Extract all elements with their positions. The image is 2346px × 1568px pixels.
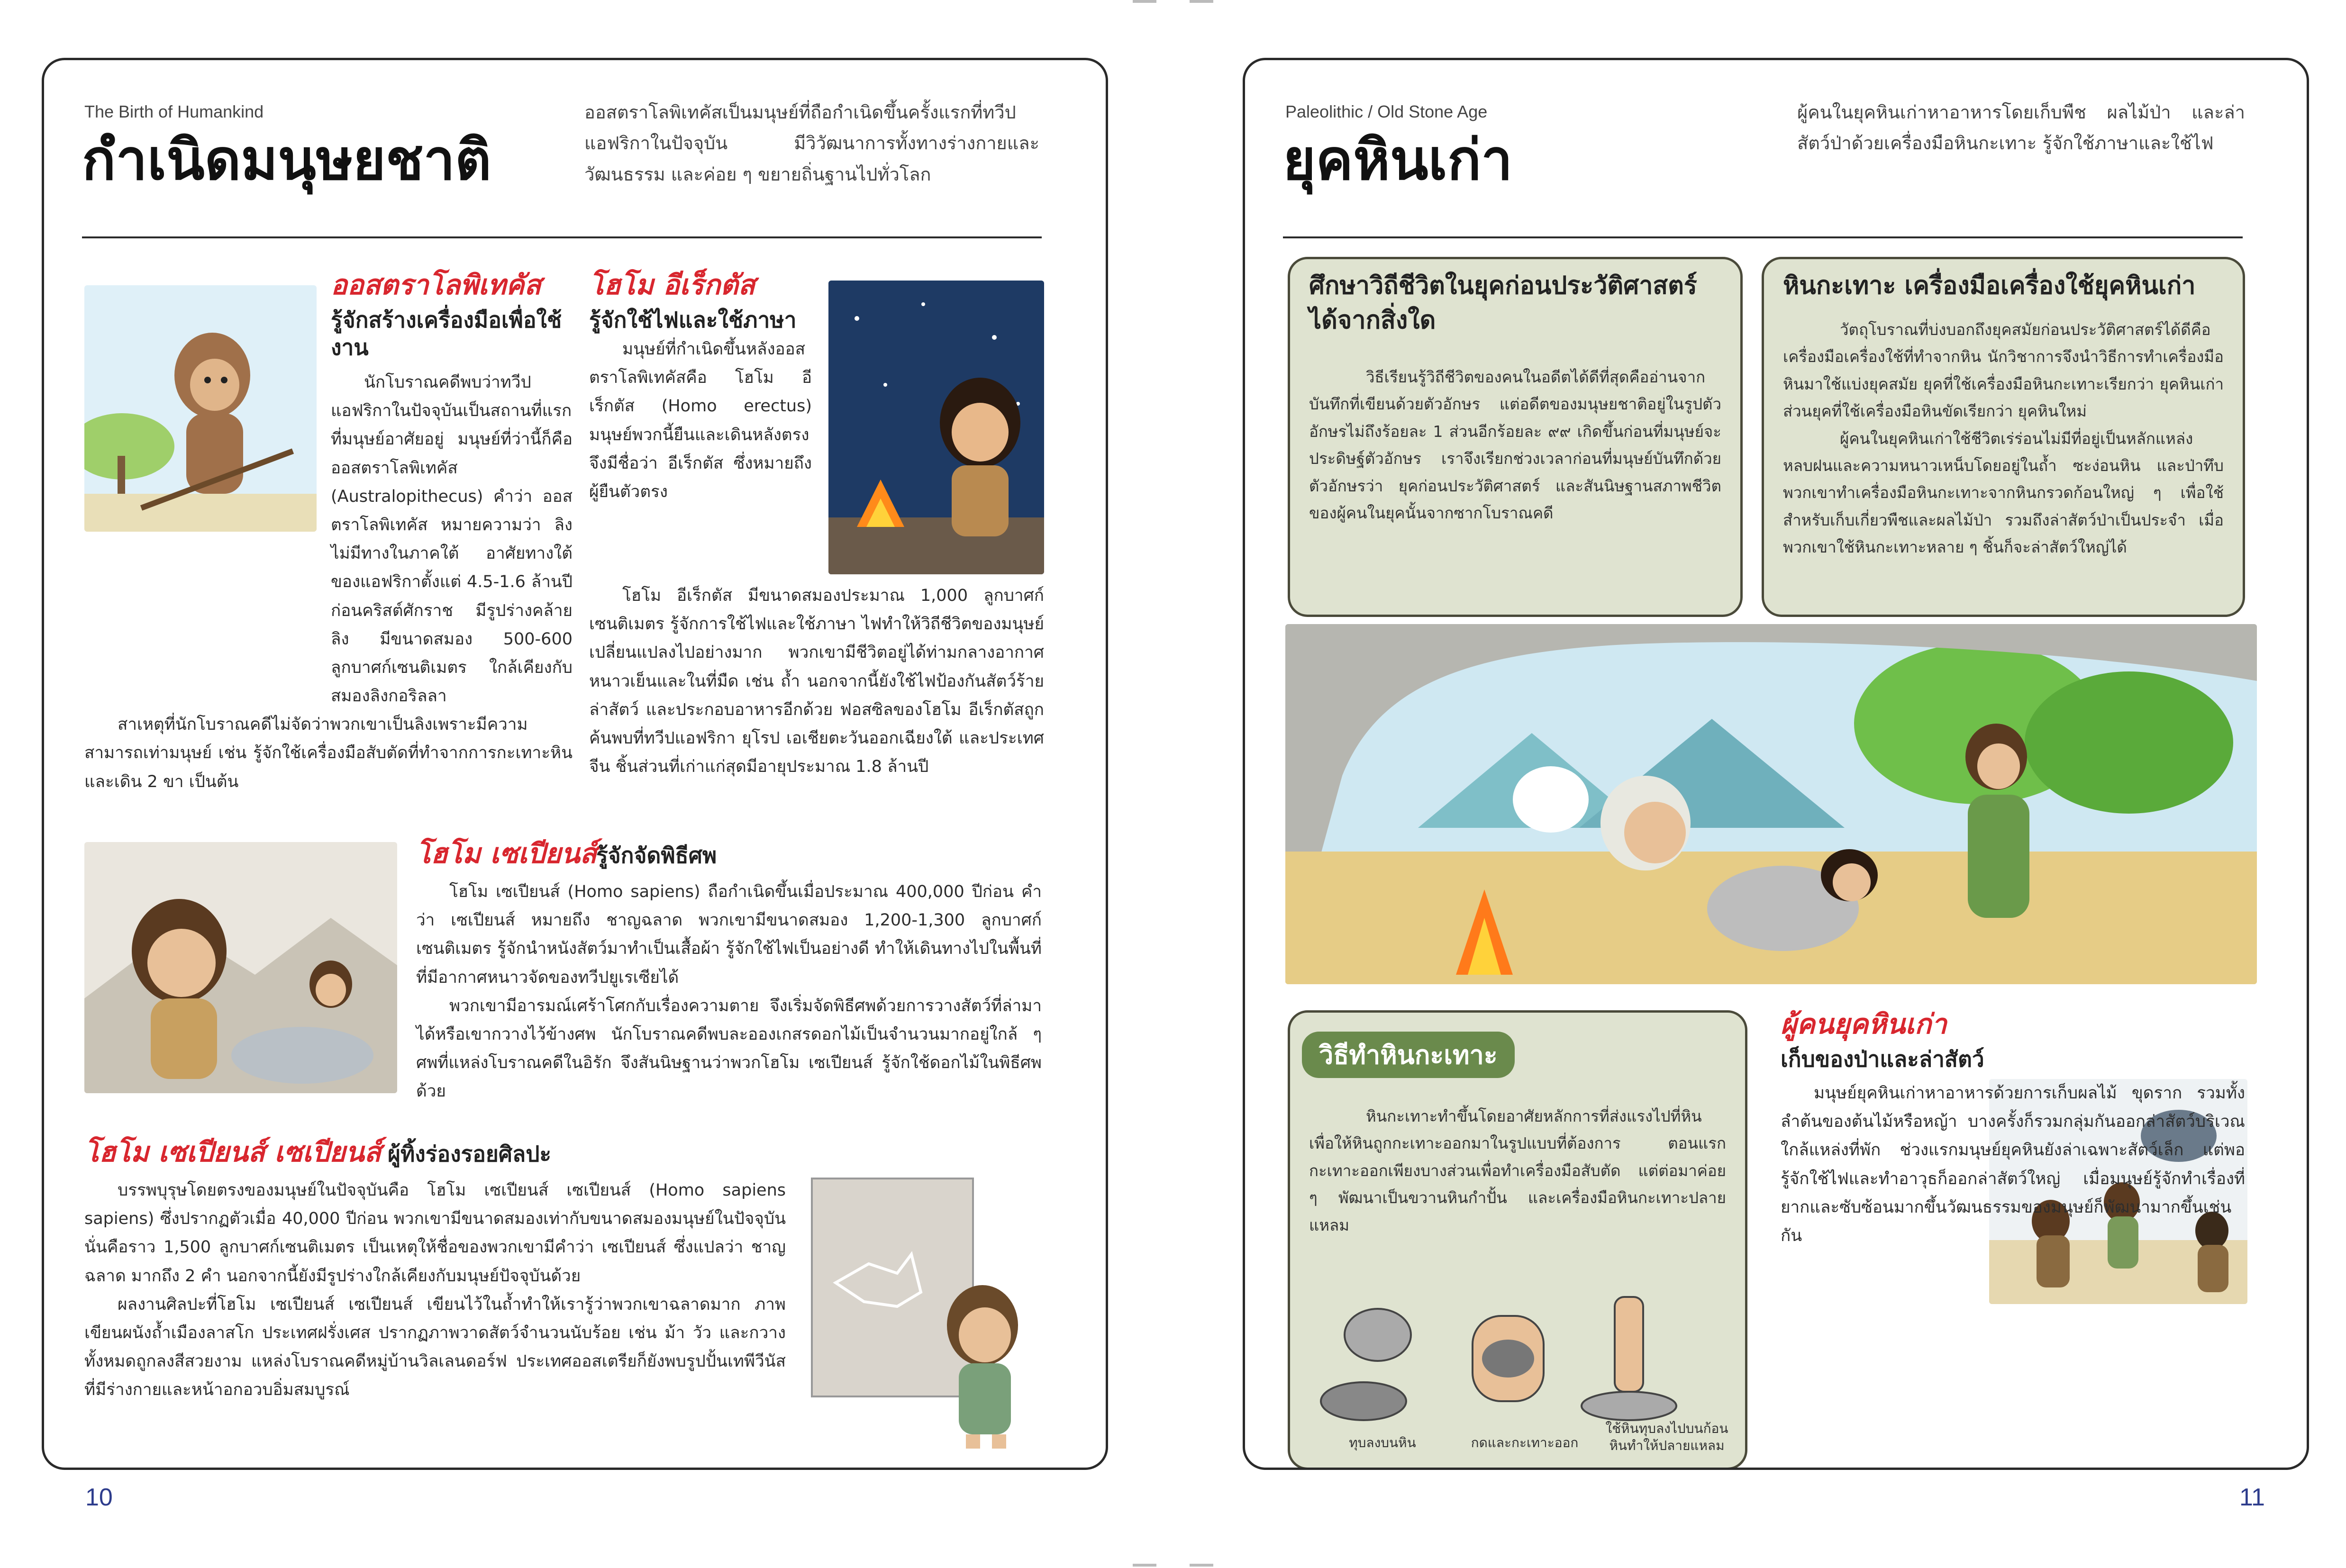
homo-erectus-text bbox=[589, 335, 1044, 506]
step-3-caption: ใช้หินทุบลงไปบนก้อนหินทำให้ปลายแหลม bbox=[1605, 1421, 1728, 1454]
homo-erectus-subheading: รู้จักใช้ไฟและใช้ภาษา bbox=[589, 307, 797, 333]
english-title: Paleolithic / Old Stone Age bbox=[1285, 102, 1488, 121]
australopithecus-heading: ออสตราโลพิเทคัส bbox=[331, 269, 541, 301]
study-prehistory-box bbox=[1288, 257, 1743, 617]
homo-sapiens-sapiens-p1: บรรพบุรุษโดยตรงของมนุษย์ในปัจจุบันคือ โฮโม เซเปียนส์ เซเปียนส์ (Homo sapiens sapiens) ซึ่งปรากฏตัวเมื่อ 40,000 ปีก่อน พวกเขามีขนาดสมองเท่ากับขนาดสมองมนุษย์ในปัจจุบัน นั่นคือราว 1,500 ลูกบาศก์เซนติเมตร เป็นเหตุให้ชื่อของพวกเขามีคำว่า เซเปียนส์ ซึ่งแปลว่า ชาญฉลาด มากถึง 2 คำ นอกจากนี้ยังมีรูปร่างใกล้เคียงกับมนุษย์ปัจจุบันด้วย bbox=[84, 1181, 786, 1286]
header-divider bbox=[1283, 236, 2243, 238]
page-title: กำเนิดมนุษยชาติ bbox=[82, 127, 491, 192]
homo-sapiens-sapiens-subheading: ผู้ทิ้งร่องรอยศิลปะ bbox=[388, 1141, 552, 1167]
homo-sapiens-p2: พวกเขามีอารมณ์เศร้าโศกกับเรื่องความตาย จึงเริ่มจัดพิธีศพด้วยการวางสัตว์ที่ล่ามาได้หรือเขากวางไว้ข้างศพ นักโบราณคดีพบละอองเกสรดอกไม้เป็นจำนวนมากอยู่ใกล้ ๆ ศพที่แหล่งโบราณคดีในอิรัก จึงสันนิษฐานว่าพวกโฮโม เซเปียนส์ รู้จักใช้ดอกไม้ในพิธีศพด้วย bbox=[416, 996, 1042, 1101]
homo-sapiens-sapiens-heading: โฮโม เซเปียนส์ เซเปียนส์ bbox=[84, 1136, 382, 1168]
crop-mark bbox=[1190, 0, 1213, 3]
paleolithic-people-heading: ผู้คนยุคหินเก่า bbox=[1781, 1008, 1947, 1040]
step-2-caption: กดและกะเทาะออก bbox=[1471, 1435, 1579, 1450]
left-page bbox=[42, 58, 1108, 1470]
homo-erectus-p1: มนุษย์ที่กำเนิดขึ้นหลังออสตราโลพิเทคัสคือ โฮโม อีเร็กตัส (Homo erectus) มนุษย์พวกนี้ยืนและเดินหลังตรงจึงมีชื่อว่า อีเร็กตัส ซึ่งหมายถึง ผู้ยืนตัวตรง bbox=[589, 340, 812, 501]
method-box-body bbox=[1309, 1103, 1726, 1239]
homo-sapiens-p1: โฮโม เซเปียนส์ (Homo sapiens) ถือกำเนิดขึ้นเมื่อประมาณ 400,000 ปีก่อน คำว่า เซเปียนส์ หมายถึง ชาญฉลาด พวกเขามีขนาดสมอง 1,200-1,300 ลูกบาศก์เซนติเมตร รู้จักนำหนังสัตว์มาทำเป็นเสื้อผ้า รู้จักใช้ไฟเป็นอย่างดี ทำให้เดินทางไปในพื้นที่ที่มีอากาศหนาวจัดของทวีปยูเรเซียได้ bbox=[416, 882, 1042, 987]
page-title: ยุคหินเก่า bbox=[1283, 127, 1513, 192]
crop-mark bbox=[1133, 0, 1156, 3]
right-page bbox=[1243, 58, 2309, 1470]
method-box-title: วิธีทำหินกะเทาะ bbox=[1302, 1032, 1515, 1078]
crop-mark bbox=[1133, 1564, 1156, 1567]
paleolithic-people-subheading: เก็บของป่าและล่าสัตว์ bbox=[1781, 1046, 1984, 1072]
page-intro: ผู้คนในยุคหินเก่าหาอาหารโดยเก็บพืช ผลไม้ป่า และล่าสัตว์ป่าด้วยเครื่องมือหินกะเทาะ รู้จักใช้ภาษาและใช้ไฟ bbox=[1797, 102, 2245, 154]
stone-tools-box bbox=[1762, 257, 2245, 617]
tools-box-body bbox=[1783, 316, 2224, 561]
homo-erectus-text-2 bbox=[589, 581, 1044, 781]
tools-box-p2: ผู้คนในยุคหินเก่าใช้ชีวิตเร่ร่อนไม่มีที่อยู่เป็นหลักแหล่ง หลบฝนและความหนาวเหน็บโดยอยู่ในถ้ำ ซะง่อนหิน และป่าทึบ พวกเขาทำเครื่องมือหินกะเทาะจากหินกรวดก้อนใหญ่ ๆ เพื่อใช้สำหรับเก็บเกี่ยวพืชและผลไม้ป่า รวมถึงล่าสัตว์ป่าเป็นประจำ เมื่อพวกเขาใช้หินกะเทาะหลาย ๆ ชิ้นก็จะล่าสัตว์ใหญ่ได้ bbox=[1783, 429, 2224, 557]
homo-sapiens-illustration bbox=[84, 842, 397, 1093]
homo-sapiens-sapiens-p2: ผลงานศิลปะที่โฮโม เซเปียนส์ เซเปียนส์ เขียนไว้ในถ้ำทำให้เรารู้ว่าพวกเขาฉลาดมาก ภาพเขียนผนังถ้ำเมืองลาสโก ประเทศฝรั่งเศส ปรากฏภาพวาดสัตว์จำนวนนับร้อย เช่น ม้า วัว และกวาง ทั้งหมดถูกลงสีสวยงาม แหล่งโบราณคดีหมู่บ้านวิลเลนดอร์ฟ ประเทศออสเตรียก็ยังพบรูปปั้นเทพีวีนัสที่มีร่างกายและหน้าอกอวบอิ่มสมบูรณ์ bbox=[84, 1295, 786, 1400]
how-to-make-stone-tools-box bbox=[1288, 1010, 1747, 1470]
crop-mark bbox=[1190, 1564, 1213, 1567]
step-1-caption: ทุบลงบนหิน bbox=[1349, 1435, 1416, 1450]
tools-box-title: หินกะเทาะ เครื่องมือเครื่องใช้ยุคหินเก่า bbox=[1783, 272, 2196, 300]
australopithecus-p2: สาเหตุที่นักโบราณคดีไม่จัดว่าพวกเขาเป็นลิงเพราะมีความสามารถเท่ามนุษย์ เช่น รู้จักใช้เครื่องมือสับตัดที่ทำจากการกะเทาะหิน และเดิน 2 ขา เป็นต้น bbox=[84, 715, 573, 791]
stone-knapping-steps-illustration bbox=[1307, 1278, 1733, 1430]
stone-age-cave-scene bbox=[1285, 624, 2257, 984]
australopithecus-p1: นักโบราณคดีพบว่าทวีปแอฟริกาในปัจจุบันเป็นสถานที่แรกที่มนุษย์อาศัยอยู่ มนุษย์ที่ว่านี้ก็คือ ออสตราโลพิเทคัส (Australopithecus) คำว่า ออสตราโลพิเทคัส หมายความว่า ลิงไม่มีทางในภาคใต้ อาศัยทางใต้ของแอฟริกาตั้งแต่ 4.5-1.6 ล้านปีก่อนคริสต์ศักราช มีรูปร่างคล้ายลิง มีขนาดสมอง 500-600 ลูกบาศก์เซนติเมตร ใกล้เคียงกับสมองลิงกอริลลา bbox=[331, 373, 573, 706]
homo-erectus-heading: โฮโม อีเร็กตัส bbox=[589, 269, 755, 301]
homo-erectus-p2: โฮโม อีเร็กตัส มีขนาดสมองประมาณ 1,000 ลูกบาศก์เซนติเมตร รู้จักการใช้ไฟและใช้ภาษา ไฟทำให้วิถีชีวิตของมนุษย์เปลี่ยนแปลงไปอย่างมาก พวกเขามีชีวิตอยู่ได้ท่ามกลางอากาศหนาวเย็นและในที่มืด เช่น ถ้ำ นอกจากนี้ยังใช้ไฟป้องกันสัตว์ร้าย ล่าสัตว์ และประกอบอาหารอีกด้วย ฟอสซิลของโฮโม อีเร็กตัสถูกค้นพบที่ทวีปแอฟริกา ยุโรป เอเชียตะวันออกเฉียงใต้ และประเทศจีน ชิ้นส่วนที่เก่าแก่สุดมีอายุประมาณ 1.8 ล้านปี bbox=[589, 586, 1044, 777]
homo-sapiens-heading: โฮโม เซเปียนส์ bbox=[416, 837, 597, 870]
study-box-title: ศึกษาวิถีชีวิตในยุคก่อนประวัติศาสตร์ได้จากสิ่งใด bbox=[1309, 272, 1697, 335]
study-box-body bbox=[1309, 363, 1721, 526]
homo-sapiens-text bbox=[416, 878, 1042, 1106]
paleolithic-people-text bbox=[1781, 1079, 2245, 1250]
homo-sapiens-subheading: รู้จักจัดพิธีศพ bbox=[596, 843, 717, 868]
study-box-text: วิธีเรียนรู้วิถีชีวิตของคนในอดีตได้ดีที่สุดคืออ่านจากบันทึกที่เขียนด้วยตัวอักษร แต่อดีตของมนุษยชาติอยู่ในรูปตัวอักษรไม่ถึงร้อยละ 1 ส่วนอีกร้อยละ ๙๙ เกิดขึ้นก่อนที่มนุษย์จะประดิษฐ์ตัวอักษร เราจึงเรียกช่วงเวลาก่อนที่มนุษย์บันทึกด้วยตัวอักษรว่า ยุคก่อนประวัติศาสตร์ และสันนิษฐานสภาพชีวิตของผู้คนในยุคนั้นจากซากโบราณคดี bbox=[1309, 368, 1721, 523]
tools-box-p1: วัตถุโบราณที่บ่งบอกถึงยุคสมัยก่อนประวัติศาสตร์ได้ดีคือเครื่องมือเครื่องใช้ที่ทำจากหิน นักวิชาการจึงนำวิธีการทำเครื่องมือหินมาใช้แบ่งยุคสมัย ยุคที่ใช้เครื่องมือหินกะเทาะเรียกว่า ยุคหินเก่า ส่วนยุคที่ใช้เครื่องมือหินขัดเรียกว่า ยุคหินใหม่ bbox=[1783, 320, 2224, 421]
homo-sapiens-sapiens-text bbox=[84, 1176, 786, 1405]
page-number-right: 11 bbox=[2239, 1484, 2265, 1511]
australopithecus-subheading: รู้จักสร้างเครื่องมือเพื่อใช้งาน bbox=[331, 307, 562, 360]
header-divider bbox=[82, 236, 1042, 238]
page-intro: ออสตราโลพิเทคัสเป็นมนุษย์ที่ถือกำเนิดขึ้นครั้งแรกที่ทวีปแอฟริกาในปัจจุบัน มีวิวัฒนาการทั้งทางร่างกายและวัฒนธรรม และค่อย ๆ ขยายถิ่นฐานไปทั่วโลก bbox=[584, 102, 1039, 185]
english-title: The Birth of Humankind bbox=[84, 102, 264, 121]
paleolithic-people-p1: มนุษย์ยุคหินเก่าหาอาหารด้วยการเก็บผลไม้ ขุดราก รวมทั้งลำต้นของต้นไม้หรือหญ้า บางครั้งก็รวมกลุ่มกันออกล่าสัตว์บริเวณใกล้แหล่งที่พัก ช่วงแรกมนุษย์ยุคหินยังล่าเฉพาะสัตว์เล็ก แต่พอรู้จักใช้ไฟและทำอาวุธก็ออกล่าสัตว์ใหญ่ เมื่อมนุษย์รู้จักทำเรื่องที่ยากและซับซ้อนมากขึ้นวัฒนธรรมของมนุษย์ก็พัฒนามากขึ้นเช่นกัน bbox=[1781, 1084, 2245, 1245]
cave-painting-illustration bbox=[802, 1169, 1039, 1453]
method-box-text: หินกะเทาะทำขึ้นโดยอาศัยหลักการที่ส่งแรงไปที่หิน เพื่อให้หินถูกกะเทาะออกมาในรูปแบบที่ต้องการ ตอนแรกกะเทาะออกเพียงบางส่วนเพื่อทำเครื่องมือสับตัด แต่ต่อมาค่อย ๆ พัฒนาเป็นขวานหินกำปั้น และเครื่องมือหินกะเทาะปลายแหลม bbox=[1309, 1107, 1726, 1234]
australopithecus-text bbox=[84, 368, 573, 796]
page-number-left: 10 bbox=[85, 1484, 113, 1511]
